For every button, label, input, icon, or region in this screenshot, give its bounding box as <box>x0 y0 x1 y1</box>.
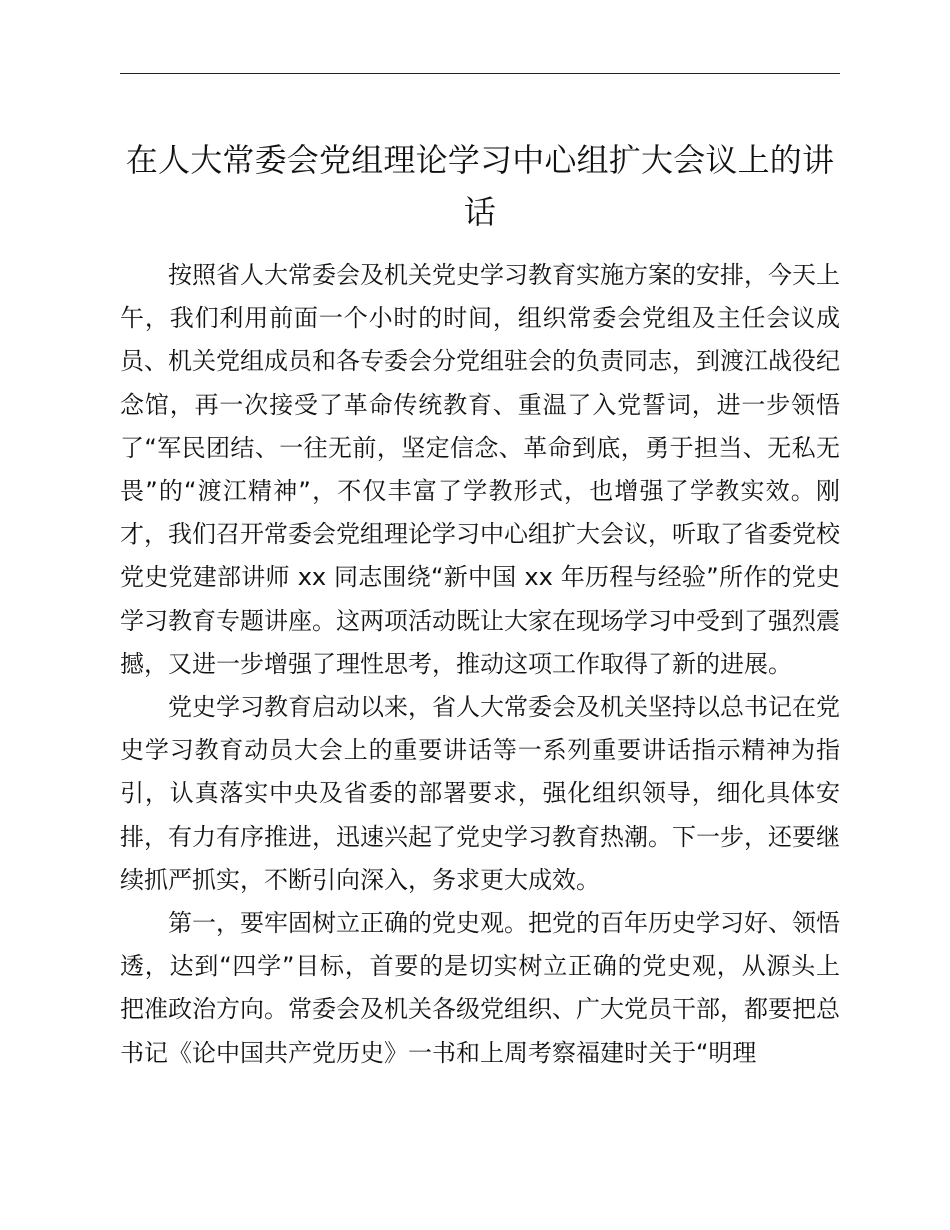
header-rule <box>120 73 840 74</box>
paragraph-3: 第一，要牢固树立正确的党史观。把党的百年历史学习好、领悟透，达到“四学”目标，首要的是切实树立正确的党史观，从源头上把准政治方向。常委会及机关各级党组织、广大党员干部，都要把总书记《论中国共产党历史》一书和上周考察福建时关于“明理 <box>120 909 840 1067</box>
paragraph-2: 党史学习教育启动以来，省人大常委会及机关坚持以总书记在党史学习教育动员大会上的重要讲话等一系列重要讲话指示精神为指引，认真落实中央及省委的部署要求，强化组织领导，细化具体安排，有力有序推进，迅速兴起了党史学习教育热潮。下一步，还要继续抓严抓实，不断引向深入，务求更大成效。 <box>120 693 840 894</box>
document-title: 在人大常委会党组理论学习中心组扩大会议上的讲话 <box>125 141 835 231</box>
paragraph-1: 按照省人大常委会及机关党史学习教育实施方案的安排，今天上午，我们利用前面一个小时的时间，组织常委会党组及主任会议成员、机关党组成员和各专委会分党组驻会的负责同志，到渡江战役纪念馆，再一次接受了革命传统教育、重温了入党誓词，进一步领悟了“军民团结、一往无前，坚定信念、革命到底，勇于担当、无私无畏”的“渡江精神”，不仅丰富了学教形式，也增强了学教实效。刚才，我们召开常委会党组理论学习中心组扩大会议，听取了省委党校党史党建部讲师 xx 同志围绕“新中国 xx 年历程与经验”所作的党史学习教育专题讲座。这两项活动既让大家在现场学习中受到了强烈震撼，又进一步增强了理性思考，推动这项工作取得了新的进展。 <box>120 261 840 678</box>
document-body <box>120 254 840 1075</box>
